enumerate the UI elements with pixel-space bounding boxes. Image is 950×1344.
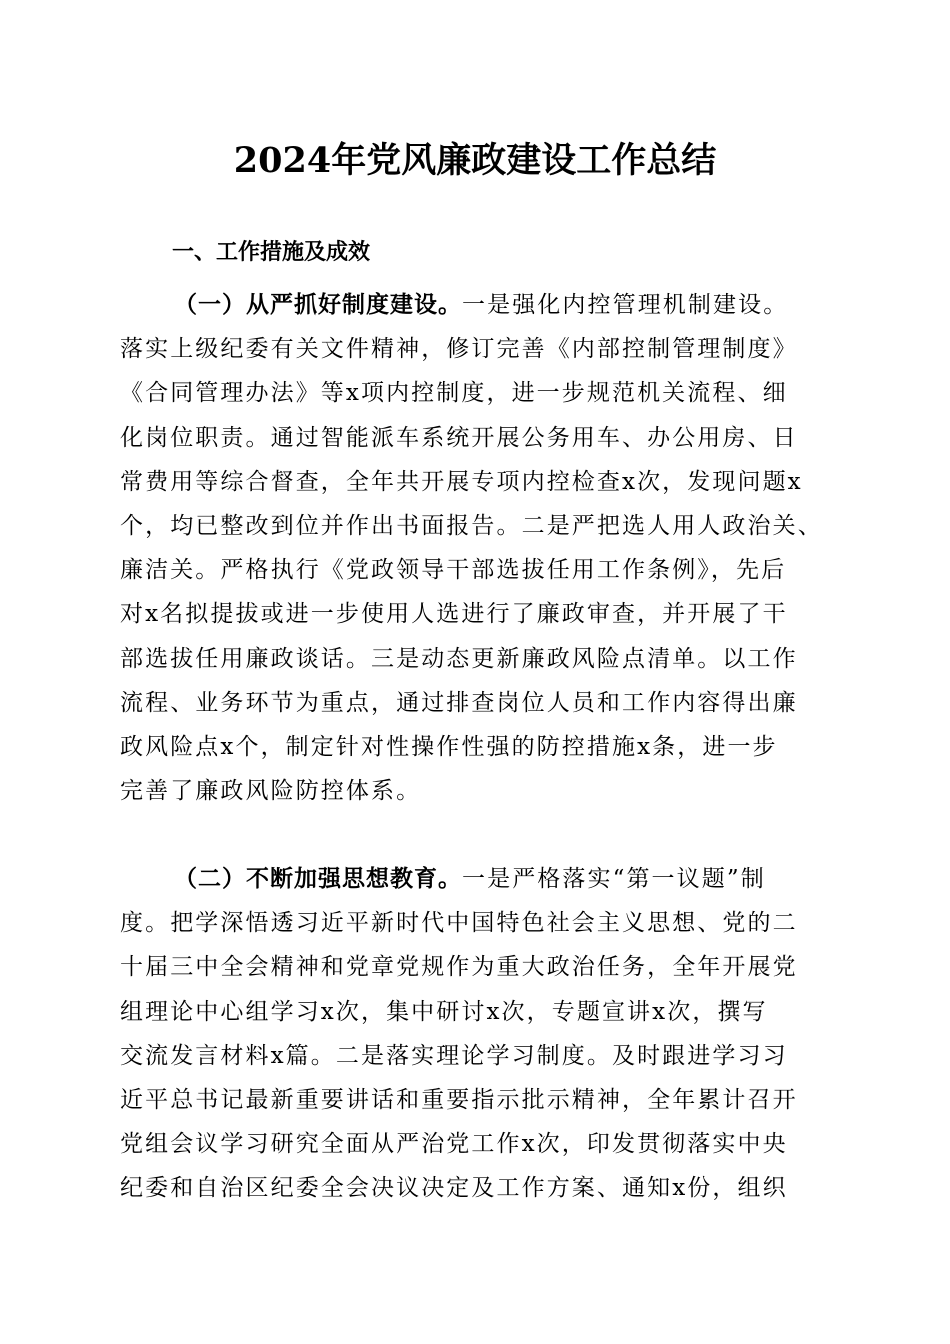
paragraph-line: 常费用等综合督查，全年共开展专项内控检查x次，发现问题x (120, 468, 803, 495)
paragraph-line: 个，均已整改到位并作出书面报告。二是严把选人用人政治关、 (120, 512, 823, 539)
paragraph-line: 十届三中全会精神和党章党规作为重大政治任务，全年开展党 (120, 954, 798, 981)
paragraph-line: 落实上级纪委有关文件精神，修订完善《内部控制管理制度》 (120, 336, 798, 363)
paragraph-line-text: 一是强化内控管理机制建设。 (462, 292, 789, 318)
document-title: 2024年党风廉政建设工作总结 (233, 140, 717, 181)
paragraph-line: 对x名拟提拔或进一步使用人选进行了廉政审查，并开展了干 (120, 601, 788, 628)
paragraph-line: 组理论中心组学习x次，集中研讨x次，专题宣讲x次，撰写 (120, 998, 768, 1025)
paragraph-line: 廉洁关。严格执行《党政领导干部选拔任用工作条例》，先后 (120, 557, 787, 584)
paragraph-line: 党组会议学习研究全面从严治党工作x次，印发贯彻落实中央 (120, 1131, 788, 1158)
paragraph-line: 完善了廉政风险防控体系。 (120, 778, 422, 805)
paragraph-line: 近平总书记最新重要讲话和重要指示批示精神，全年累计召开 (120, 1086, 798, 1113)
paragraph-line: 部选拔任用廉政谈话。三是动态更新廉政风险点清单。以工作 (120, 645, 798, 672)
paragraph-line: 《合同管理办法》等x项内控制度，进一步规范机关流程、细 (120, 380, 788, 407)
paragraph-institution-building (120, 283, 832, 813)
section-heading: 一、工作措施及成效 (172, 240, 371, 265)
paragraph-line: 化岗位职责。通过智能派车系统开展公务用车、办公用房、日 (120, 424, 798, 451)
paragraph-subheading: （一）从严抓好制度建设。 (174, 292, 462, 318)
paragraph-line: 政风险点x个，制定针对性操作性强的防控措施x条，进一步 (120, 733, 778, 760)
paragraph-line (120, 283, 832, 327)
paragraph-line-text: 一是严格落实“第一议题”制 (462, 866, 766, 892)
paragraph-line: 流程、业务环节为重点，通过排查岗位人员和工作内容得出廉 (120, 689, 798, 716)
paragraph-line: 交流发言材料x篇。二是落实理论学习制度。及时跟进学习习 (120, 1042, 788, 1069)
paragraph-line (120, 857, 832, 901)
paragraph-line: 度。把学深悟透习近平新时代中国特色社会主义思想、党的二 (120, 910, 798, 937)
paragraph-line: 纪委和自治区纪委全会决议决定及工作方案、通知x份，组织 (120, 1175, 788, 1202)
paragraph-subheading: （二）不断加强思想教育。 (174, 866, 462, 892)
paragraph-ideological-education (120, 857, 832, 1211)
